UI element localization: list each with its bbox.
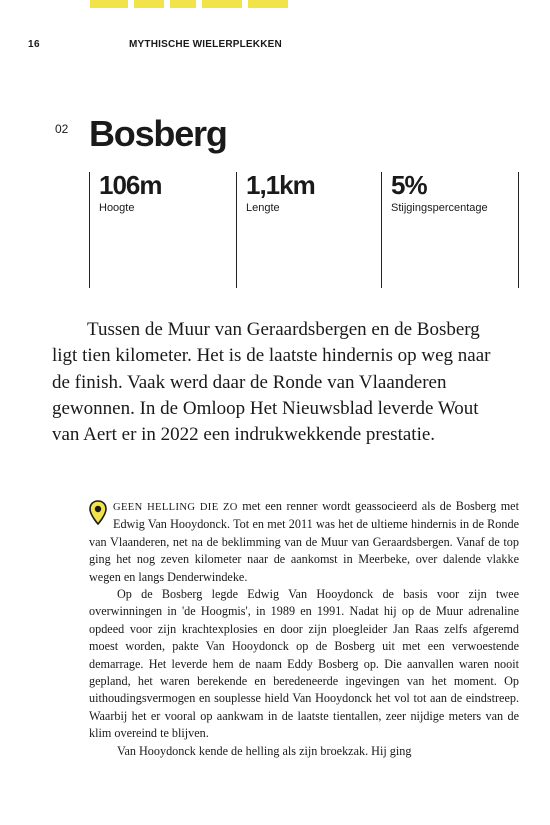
stat-gradient [381,172,519,288]
page-number: 16 [28,39,41,50]
lead-in: GEEN HELLING DIE ZO [113,502,238,513]
article-body [89,498,519,760]
stat-length-value: 1,1km [246,170,315,200]
map-pin-icon [89,500,107,530]
stat-gradient-label: Stijgingspercentage [391,202,488,214]
header-decoration [90,0,290,12]
body-paragraph-1 [89,498,519,586]
intro-paragraph: Tussen de Muur van Geraardsbergen en de Bosberg ligt tien kilometer. Het is de laatste hindernis op weg naar de finish. Vaak werd daar de Ronde van Vlaanderen gewonnen. In de Omloop Het Nieuwsblad leverde Wout van Aert er in 2022 een indrukwekkende prestatie. [52,319,491,446]
stat-height [89,172,236,288]
body-paragraph-1-text: met een renner wordt geassocieerd als de Bosberg met Edwig Van Hooydonck. Tot en met 2011 was het de ultieme hindernis in de Ronde van Vlaanderen, net na de beklimming van de Muur van Geraardsbergen. Vanaf de top ging het nog zeven kilometer naar de aankomst in Meerbeke, over dalende vlakke wegen en langs Denderwindeke. [89,499,519,584]
body-paragraph-3: Van Hooydonck kende de helling als zijn broekzak. Hij ging [117,743,412,758]
body-paragraph-2: Op de Bosberg legde Edwig Van Hooydonck de basis voor zijn twee overwinningen in 'de Hoogmis', in 1989 en 1991. Nadat hij op de Muur adrenaline opdeed voor zijn krachtexplosies en door zijn ploegleider Jan Raas zelfs afgeremd moest worden, pakte Van Hooydonck op de Bosberg uit met een verwoestende demarrage. Het leverde hem de naam Eddy Bosberg op. Die aanvallen waren nooit gepland, het waren berekende en beredeneerde ingevingen van het moment. Op uithoudingsvermogen en souplesse hield Van Hooydonck het vol tot aan de eindstreep. Waarbij het er vooral op aankwam in de laatste tientallen, zeer nijdige meters van de klim overeind te blijven. [89,587,519,741]
chapter-number: 02 [55,122,69,136]
stat-length [236,172,383,288]
stat-height-value: 106m [99,170,162,200]
page-title: Bosberg [89,113,227,154]
running-title: MYTHISCHE WIELERPLEKKEN [129,39,282,50]
stat-gradient-value: 5% [391,170,427,200]
stat-height-label: Hoogte [99,202,135,214]
stat-length-label: Lengte [246,202,280,214]
